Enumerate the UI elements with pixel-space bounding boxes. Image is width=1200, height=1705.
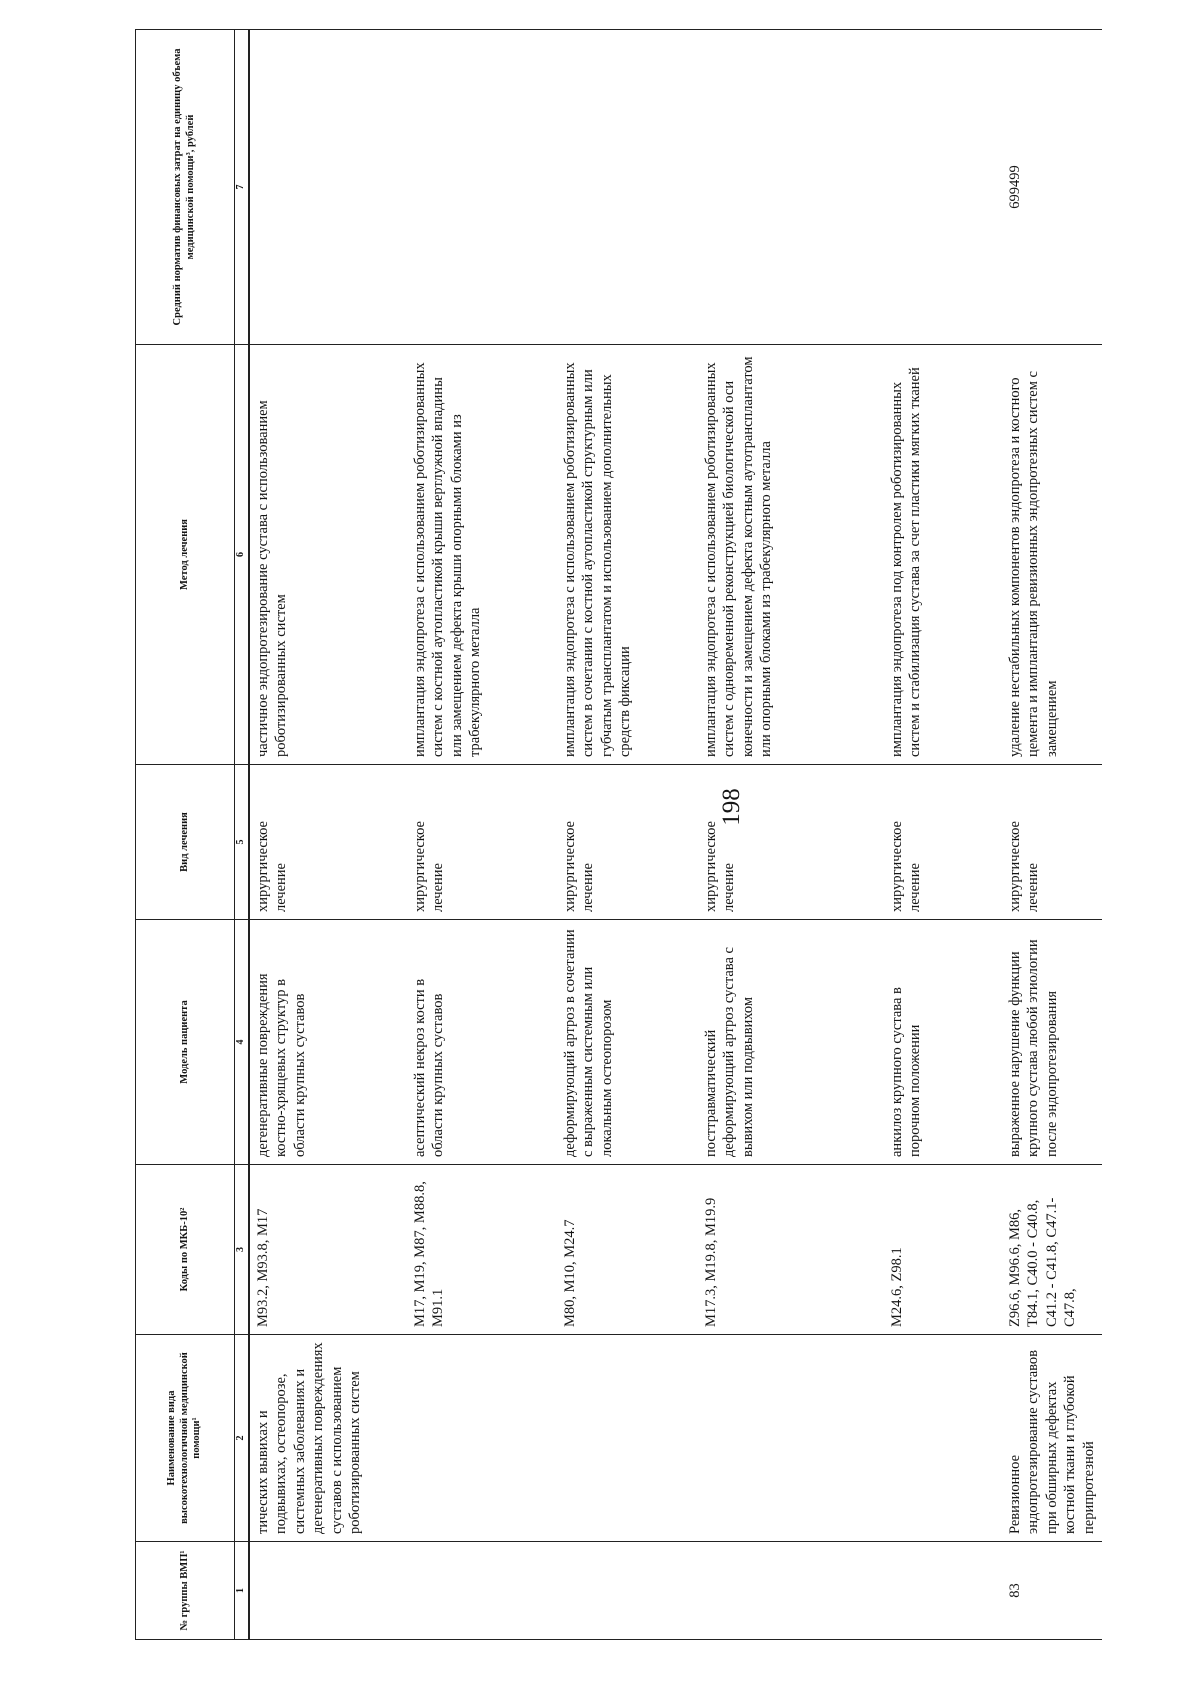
column-number-row — [235, 30, 250, 1640]
column-number: 4 — [235, 920, 250, 1165]
treatment-method-cell: имплантация эндопротеза с использованием роботизированных систем с одновременной реконструкцией биологической оси конечности и замещением дефекта костным аутотрансплантатом или опорными блоками из трабекулярного металла — [698, 345, 884, 765]
treatment-type-cell: хирургическое лечение — [557, 765, 698, 920]
group-number-cell: 83 — [1002, 1542, 1102, 1640]
header-row — [136, 30, 235, 1640]
icd-codes-cell: Z96.6, M96.6, M86, T84.1, C40.0 - C40.8, C41.2 - C41.8, C47.1-C47.8, — [1002, 1165, 1102, 1335]
treatment-method-cell: имплантация эндопротеза с использованием роботизированных систем в сочетании с костной аутопластикой структурным или губчатым трансплантатом и использованием дополнительных средств фиксации — [557, 345, 698, 765]
treatment-method-cell: имплантация эндопротеза под контролем роботизированных систем и стабилизация сустава за счет пластики мягких тканей — [884, 345, 1002, 765]
patient-model-cell: дегенеративные повреждения костно-хрящевых структур в области крупных суставов — [249, 920, 407, 1165]
column-number: 1 — [235, 1542, 250, 1640]
column-number: 2 — [235, 1335, 250, 1542]
vmp-table — [135, 29, 1102, 1640]
treatment-type-cell: хирургическое лечение — [249, 765, 407, 920]
table-row — [249, 30, 407, 1640]
treatment-type-cell: хирургическое лечение — [884, 765, 1002, 920]
cost-cell: 699499 — [1002, 30, 1102, 345]
rotated-page — [135, 30, 1095, 1640]
treatment-type-cell: хирургическое лечение — [407, 765, 557, 920]
header-treatment-method: Метод лечения — [136, 345, 235, 765]
icd-codes-cell: M17.3, M19.8, M19.9 — [698, 1165, 884, 1335]
icd-codes-cell: M24.6, Z98.1 — [884, 1165, 1002, 1335]
group-number-cell — [249, 1542, 1002, 1640]
patient-model-cell: выраженное нарушение функции крупного сустава любой этиологии после эндопротезирования — [1002, 920, 1102, 1165]
header-cost-standard: Средний норматив финансовых затрат на единицу объема медицинской помощи³, рублей — [136, 30, 235, 345]
treatment-method-cell: удаление нестабильных компонентов эндопротеза и костного цемента и имплантация ревизионных эндопротезных систем с замещением — [1002, 345, 1102, 765]
treatment-type-cell: хирургическое лечение — [698, 765, 884, 920]
header-icd-codes: Коды по МКБ-10² — [136, 1165, 235, 1335]
column-number: 7 — [235, 30, 250, 345]
page-number: 198 — [718, 788, 745, 826]
icd-codes-cell: M80, M10, M24.7 — [557, 1165, 698, 1335]
column-number: 6 — [235, 345, 250, 765]
header-patient-model: Модель пациента — [136, 920, 235, 1165]
treatment-type-cell: хирургическое лечение — [1002, 765, 1102, 920]
patient-model-cell: анкилоз крупного сустава в порочном положении — [884, 920, 1002, 1165]
header-care-type: Наименование вида высокотехнологичной медицинской помощи¹ — [136, 1335, 235, 1542]
patient-model-cell: асептический некроз кости в области крупных суставов — [407, 920, 557, 1165]
icd-codes-cell: M93.2, M93.8, M17 — [249, 1165, 407, 1335]
patient-model-cell: посттравматический деформирующий артроз сустава с вывихом или подвывихом — [698, 920, 884, 1165]
cost-cell — [249, 30, 1002, 345]
icd-codes-cell: M17, M19, M87, M88.8, M91.1 — [407, 1165, 557, 1335]
care-type-cell: тических вывихах и подвывихах, остеопорозе, системных заболеваниях и дегенеративных повреждениях суставов с использованием роботизированных систем — [249, 1335, 1002, 1542]
treatment-method-cell: имплантация эндопротеза с использованием роботизированных систем с костной аутопластикой крыши вертлужной впадины или замещением дефекта крыши опорными блоками из трабекулярного металла — [407, 345, 557, 765]
table-row-group-83 — [1002, 30, 1102, 1640]
patient-model-cell: деформирующий артроз в сочетании с выраженным системным или локальным остеопорозом — [557, 920, 698, 1165]
header-group-number: № группы ВМП¹ — [136, 1542, 235, 1640]
column-number: 3 — [235, 1165, 250, 1335]
header-treatment-type: Вид лечения — [136, 765, 235, 920]
treatment-method-cell: частичное эндопротезирование сустава с использованием роботизированных систем — [249, 345, 407, 765]
column-number: 5 — [235, 765, 250, 920]
care-type-cell: Ревизионное эндопротезирование суставов при обширных дефектах костной ткани и глубокой перипротезной — [1002, 1335, 1102, 1542]
